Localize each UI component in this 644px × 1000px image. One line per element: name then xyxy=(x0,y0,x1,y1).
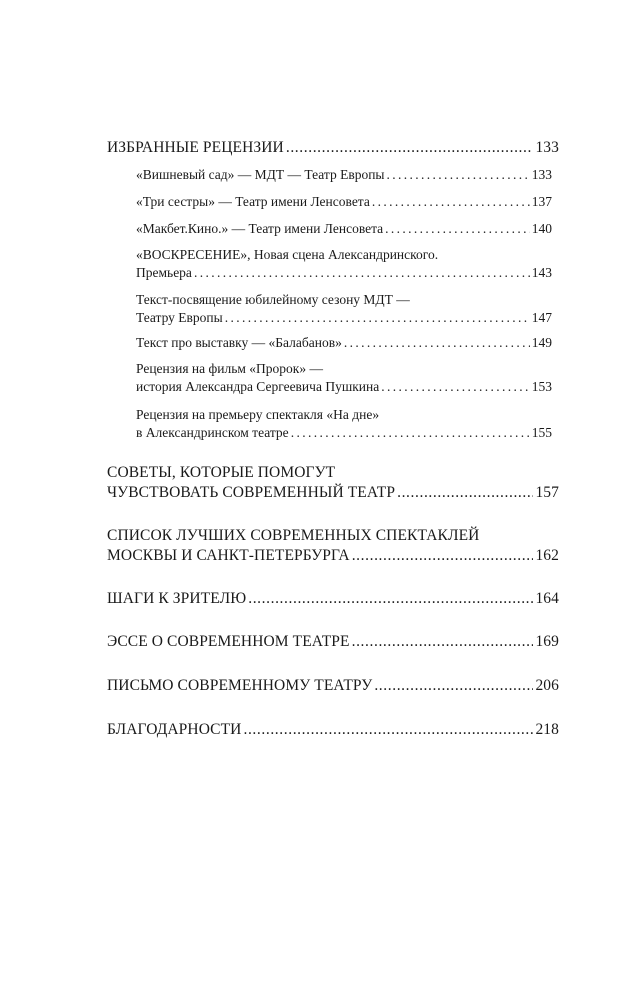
toc-item xyxy=(136,360,552,396)
toc-item xyxy=(136,220,552,238)
dot-leader xyxy=(374,676,533,696)
table-of-contents xyxy=(107,0,559,1000)
toc-page-number: 153 xyxy=(531,379,552,394)
dot-leader xyxy=(248,589,533,609)
toc-section-title-line1: СПИСОК ЛУЧШИХ СОВРЕМЕННЫХ СПЕКТАКЛЕЙ xyxy=(107,527,480,544)
toc-item xyxy=(136,406,552,442)
toc-item-title: «Три сестры» — Театр имени Ленсовета xyxy=(136,194,370,209)
toc-section-title: ШАГИ К ЗРИТЕЛЮ xyxy=(107,590,247,607)
toc-item-title-line1: Рецензия на премьеру спектакля «На дне» xyxy=(136,407,380,422)
toc-page-number: 143 xyxy=(531,265,552,280)
toc-item-title-line1: Рецензия на фильм «Пророк» — xyxy=(136,361,323,376)
toc-page-number: 155 xyxy=(531,425,552,440)
dot-leader xyxy=(344,334,530,352)
toc-item xyxy=(136,334,552,352)
toc-item xyxy=(136,291,552,327)
toc-section-selected-reviews xyxy=(107,138,559,158)
toc-page-number: 162 xyxy=(535,547,559,564)
dot-leader xyxy=(243,720,533,740)
toc-item-title-line1: Текст-посвящение юбилейному сезону МДТ — xyxy=(136,292,410,307)
toc-item-title: Текст про выставку — «Балабанов» xyxy=(136,335,342,350)
dot-leader xyxy=(225,309,530,327)
toc-section-acknowledgements xyxy=(107,720,559,740)
toc-section-title: БЛАГОДАРНОСТИ xyxy=(107,721,242,738)
dot-leader xyxy=(372,193,530,211)
toc-section-title-line2: МОСКВЫ И САНКТ-ПЕТЕРБУРГА xyxy=(107,547,350,564)
dot-leader xyxy=(397,483,533,503)
dot-leader xyxy=(352,632,534,652)
toc-section-letter xyxy=(107,676,559,696)
toc-page-number: 149 xyxy=(531,335,552,350)
toc-page-number: 218 xyxy=(535,721,559,738)
dot-leader xyxy=(286,138,534,158)
toc-section-title: ПИСЬМО СОВРЕМЕННОМУ ТЕАТРУ xyxy=(107,677,373,694)
toc-page-number: 164 xyxy=(535,590,559,607)
toc-section-title: ЭССЕ О СОВРЕМЕННОМ ТЕАТРЕ xyxy=(107,633,350,650)
toc-page-number: 147 xyxy=(531,310,552,325)
dot-leader xyxy=(385,220,530,238)
toc-page-number: 206 xyxy=(535,677,559,694)
toc-page-number: 133 xyxy=(531,167,552,182)
dot-leader xyxy=(381,378,530,396)
toc-item-title: «Вишневый сад» — МДТ — Театр Европы xyxy=(136,167,385,182)
toc-section-tips xyxy=(107,463,559,503)
dot-leader xyxy=(194,264,530,282)
toc-section-best-performances xyxy=(107,526,559,566)
toc-item-title: «Макбет.Кино.» — Театр имени Ленсовета xyxy=(136,221,384,236)
toc-section-essay xyxy=(107,632,559,652)
toc-item xyxy=(136,246,552,282)
toc-section-title-line2: ЧУВСТВОВАТЬ СОВРЕМЕННЫЙ ТЕАТР xyxy=(107,484,396,501)
toc-item-title-line2: история Александра Сергеевича Пушкина xyxy=(136,379,380,394)
toc-section-title: ИЗБРАННЫЕ РЕЦЕНЗИИ xyxy=(107,139,284,156)
toc-page-number: 157 xyxy=(535,484,559,501)
toc-item-title-line2: в Александринском театре xyxy=(136,425,289,440)
toc-page-number: 137 xyxy=(531,194,552,209)
dot-leader xyxy=(291,424,530,442)
dot-leader xyxy=(387,166,530,184)
toc-section-steps-to-viewer xyxy=(107,589,559,609)
toc-page-number: 133 xyxy=(535,139,559,156)
toc-item xyxy=(136,166,552,184)
toc-item-title-line2: Премьера xyxy=(136,265,192,280)
toc-page-number: 169 xyxy=(535,633,559,650)
toc-item-title-line1: «ВОСКРЕСЕНИЕ», Новая сцена Александринского. xyxy=(136,247,439,262)
dot-leader xyxy=(352,546,534,566)
toc-item-title-line2: Театру Европы xyxy=(136,310,223,325)
toc-page-number: 140 xyxy=(531,221,552,236)
toc-item xyxy=(136,193,552,211)
toc-section-title-line1: СОВЕТЫ, КОТОРЫЕ ПОМОГУТ xyxy=(107,464,336,481)
